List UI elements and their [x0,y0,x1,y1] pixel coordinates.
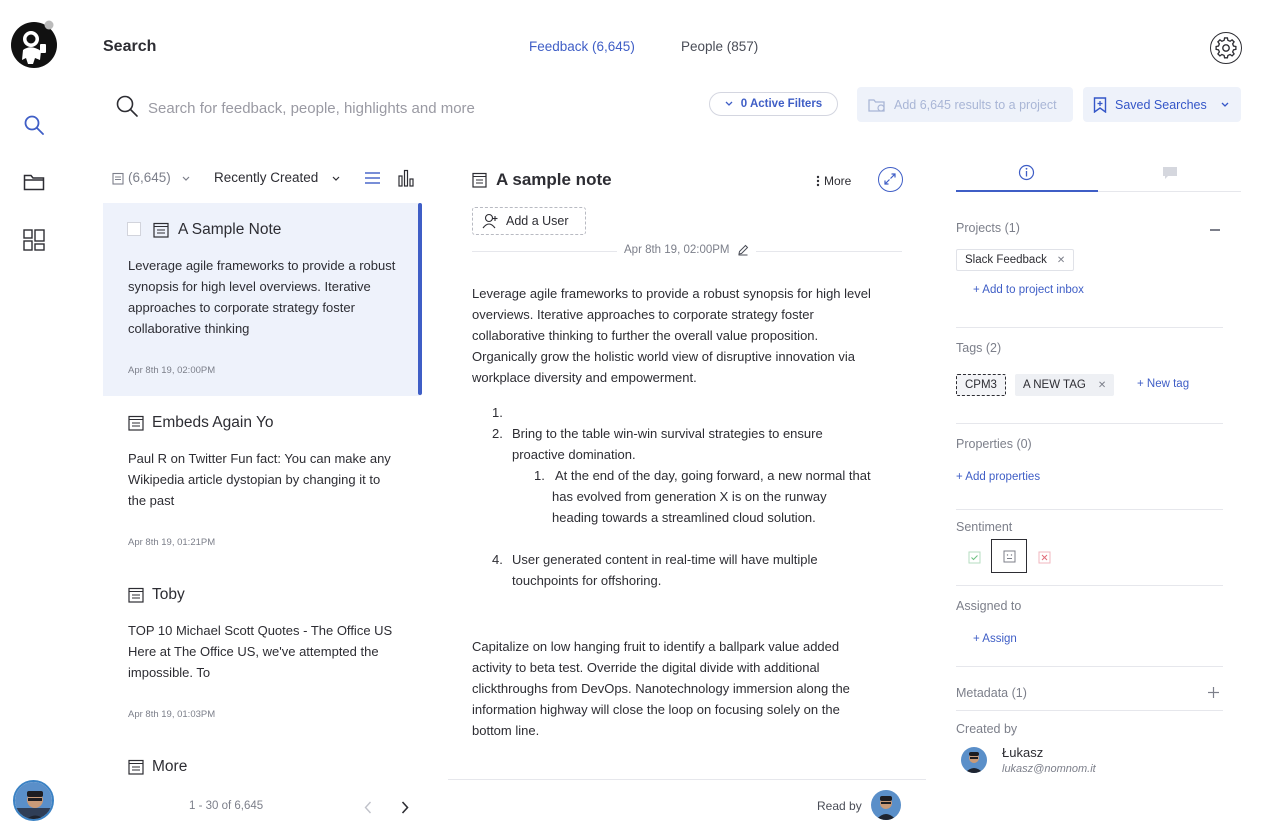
list-number: 1. [492,405,503,420]
list-number: 2. [492,426,503,441]
list-item-text: Bring to the table win-win survival strategies to ensure proactive domination. [512,426,823,462]
user-avatar[interactable] [13,780,54,821]
saved-searches-button[interactable] [1083,87,1241,122]
creator-avatar [961,747,987,773]
settings-gear-icon[interactable] [1210,32,1242,64]
tags-header: Tags (2) [956,341,1002,355]
positive-sentiment-icon[interactable] [962,545,986,569]
astronaut-logo[interactable] [11,20,59,68]
list-item-text: User generated content in real-time will have multiple touchpoints for offshoring. [512,552,818,588]
list-item-date: Apr 8th 19, 02:00PM [128,365,216,376]
chevron-down-icon [725,101,733,107]
add-user-label: Add a User [506,214,569,228]
metadata-header: Metadata (1) [956,686,1027,700]
divider [956,423,1223,424]
info-icon[interactable] [1018,164,1035,181]
pencil-icon[interactable] [737,244,749,256]
divider [956,585,1223,586]
selection-indicator [418,203,422,395]
divider [956,710,1223,711]
new-tag-link[interactable]: + New tag [1137,378,1190,390]
add-properties-link[interactable]: + Add properties [956,471,1041,483]
page-title: Search [103,38,157,55]
divider [956,327,1223,328]
add-user-button[interactable] [472,207,586,235]
tab-active-indicator [956,190,1098,192]
note-icon [472,172,487,188]
detail-paragraph: Capitalize on low hanging fruit to identify a ballpark value added activity to beta test. Override the digital divide with additional clickthroughs from DevOps. Nanotechnology immersion along the information highway will close the loop on focusing solely on the bottom line. [472,639,850,738]
comment-icon[interactable] [1162,166,1178,180]
projects-header: Projects (1) [956,221,1020,235]
active-filters-label: 0 Active Filters [740,98,823,110]
search-input[interactable] [148,95,688,121]
more-label: More [824,174,852,188]
detail-date [617,244,756,256]
list-item-date: Apr 8th 19, 01:03PM [128,709,216,720]
add-to-project-button[interactable] [857,87,1073,122]
saved-searches-label: Saved Searches [1115,97,1207,112]
folder-icon[interactable] [22,170,46,194]
list-item-body: Leverage agile frameworks to provide a robust synopsis for high level overviews. Iterative approaches to corporate strategy foster collaborative thinking [128,258,396,336]
add-to-project-label: Add 6,645 results to a project [894,97,1057,112]
active-filters-button[interactable] [709,92,838,116]
bookmark-add-icon [1093,97,1107,113]
list-item-title: A Sample Note [178,221,282,238]
list-item-title[interactable]: Toby [152,586,185,603]
list-number: 1. [534,468,545,483]
tag-label: CPM3 [965,379,997,391]
list-view-icon[interactable] [364,170,381,186]
list-item-body: TOP 10 Michael Scott Quotes - The Office US Here at The Office US, we've attempted the impossible. To [128,623,393,680]
note-icon [128,415,144,431]
divider [448,779,926,780]
tag-chip[interactable] [956,374,1006,396]
list-item-title[interactable]: Embeds Again Yo [152,414,274,431]
checkbox[interactable] [127,222,141,236]
creator-name: Łukasz [1002,745,1044,760]
detail-title[interactable]: A sample note [496,170,612,189]
search-icon [114,93,140,119]
list-number: 4. [492,552,503,567]
chart-view-icon[interactable] [397,169,415,187]
tag-chip[interactable] [1015,374,1114,396]
creator-email[interactable]: lukasz@nomnom.it [1002,763,1096,775]
collapse-icon[interactable] [1210,229,1220,231]
created-by-header: Created by [956,722,1018,736]
chevron-down-icon [1221,102,1229,108]
detail-paragraph: Leverage agile frameworks to provide a robust synopsis for high level overviews. Iterative approaches to corporate strategy foster collaborative thinking to further the overall value proposition. Organically grow the holistic world view of disruptive innovation via workplace diversity and empowerment. [472,286,871,385]
add-to-project-inbox-link[interactable]: + Add to project inbox [973,284,1084,296]
sentiment-header: Sentiment [956,520,1013,534]
chevron-right-icon[interactable] [401,801,409,814]
list-item-text: At the end of the day, going forward, a new normal that has evolved from generation X is on the runway heading towards a streamlined cloud solution. [552,468,871,525]
list-item-date: Apr 8th 19, 01:21PM [128,537,216,548]
more-vertical-icon [816,175,820,187]
chevron-down-icon[interactable] [182,176,190,182]
note-icon [128,587,144,603]
more-button[interactable] [816,174,851,188]
read-by-label: Read by [817,799,862,813]
folder-add-icon [868,97,886,113]
remove-icon[interactable]: ✕ [1056,254,1066,266]
tab-feedback[interactable]: Feedback (6,645) [529,39,635,54]
divider [956,509,1223,510]
chevron-left-icon[interactable] [364,801,372,814]
chevron-down-icon[interactable] [332,176,340,182]
note-icon [112,172,124,185]
pagination-label: 1 - 30 of 6,645 [189,800,264,812]
project-chip-label: Slack Feedback [965,254,1047,266]
assign-link[interactable]: + Assign [973,633,1017,645]
remove-icon[interactable]: ✕ [1097,379,1107,391]
add-user-icon [482,213,499,229]
reader-avatar[interactable] [871,790,901,820]
detail-date-label: Apr 8th 19, 02:00PM [624,244,730,256]
divider [956,666,1223,667]
list-item-body: Paul R on Twitter Fun fact: You can make any Wikipedia article dystopian by changing it to the past [128,451,391,508]
assigned-to-header: Assigned to [956,599,1022,613]
properties-header: Properties (0) [956,437,1032,451]
expand-icon[interactable] [878,167,903,192]
note-icon [128,759,144,775]
project-chip[interactable] [956,249,1074,271]
result-count: (6,645) [128,170,171,185]
dashboard-icon[interactable] [22,228,46,252]
search-icon[interactable] [22,113,46,137]
neutral-sentiment-icon[interactable] [991,539,1027,573]
plus-icon[interactable] [1208,687,1219,698]
tag-label: A NEW TAG [1023,379,1086,391]
tab-people[interactable]: People (857) [681,39,759,54]
sort-dropdown[interactable]: Recently Created [214,170,319,185]
list-item-title[interactable]: More [152,758,188,775]
negative-sentiment-icon[interactable] [1032,545,1056,569]
note-icon [153,222,169,238]
